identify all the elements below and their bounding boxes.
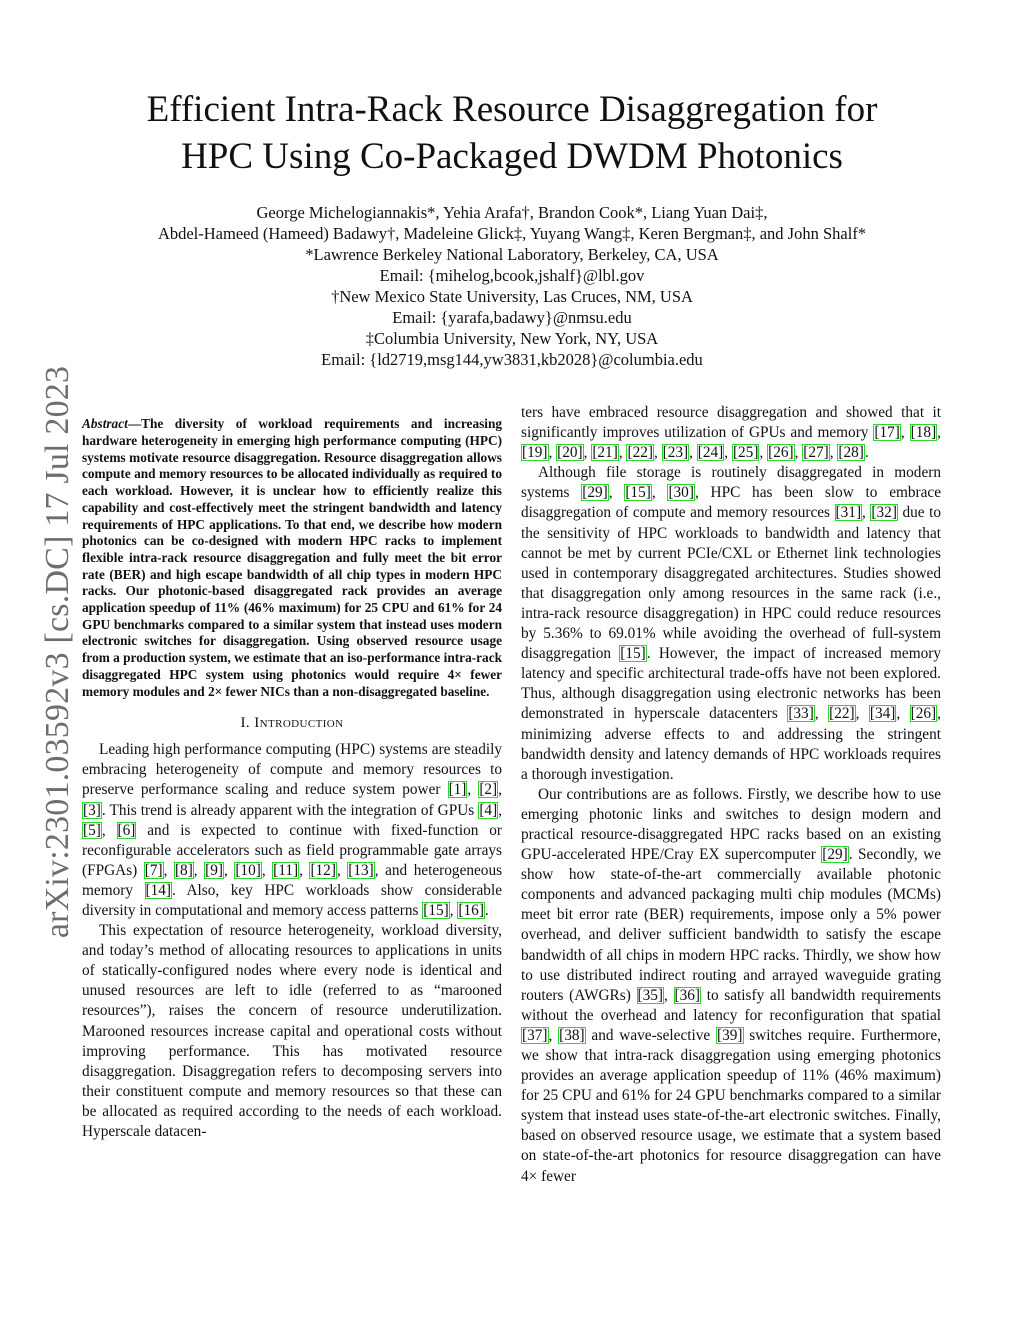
citation-link[interactable]: [15] [620,645,646,663]
author-line-2: Abdel-Hameed (Hameed) Badawy†, Madeleine Glick‡, Yuyang Wang‡, Keren Bergman‡, and John Shalf* [157,224,867,243]
citation-link[interactable]: [19] [522,444,548,462]
citation-link[interactable]: [17] [874,424,900,442]
citation-link[interactable]: [23] [662,444,689,462]
section-number: I. [240,715,251,732]
citation-link[interactable]: [2] [479,781,498,799]
email-nmsu: Email: {yarafa,badawy}@nmsu.edu [392,308,632,327]
citation-link[interactable]: [12] [310,861,336,879]
abstract-label: Abstract [82,416,128,432]
citation-link[interactable]: [33] [788,705,814,723]
abstract-text: —The diversity of workload requirements and increasing hardware heterogeneity in emerging high performance computing (HPC) systems motivate resource disaggregation. Resource disaggregation allows compute and memory resources to be allocated individually as required to each workload. However, it is unclear how to efficiently realize this capability and cost-effectively meet the stringent bandwidth and latency requirements of HPC applications. To that end, we describe how modern photonics can be co-designed with modern HPC racks to implement flexible intra-rack resource disaggregation and fully meet the bit error rate (BER) and high escape bandwidth of all chip types in modern HPC racks. Our photonic-based disaggregated rack provides an average application speedup of 11% (46% maximum) for 25 CPU and 61% for 24 GPU benchmarks compared to a similar system that instead uses modern electronic switches for disaggregation. Using observed resource usage from a production system, we estimate that an iso-performance intra-rack disaggregated HPC system using photonics would require 4× fewer memory modules and 2× fewer NICs than a non-disaggregated baseline. [82,416,502,699]
citation-link[interactable]: [32] [871,504,897,522]
intro-paragraph-3: ters have embraced resource disaggregation and showed that it significantly improves utilization of GPUs and memory [17], [18], [19], [20], [21], [22], [23], [24], [25], [26], [27], [28]. [521,404,941,462]
citation-link[interactable]: [9] [205,861,223,879]
citation-link[interactable]: [15] [423,902,449,919]
left-column [82,403,502,1142]
citation-link[interactable]: [18] [910,424,937,442]
citation-link[interactable]: [11] [273,861,299,879]
citation-link[interactable]: [27] [803,444,829,462]
citation-link[interactable]: [1] [448,781,467,799]
title-line-2: HPC Using Co-Packaged DWDM Photonics [181,136,843,177]
citation-link[interactable]: [4] [479,801,498,819]
citation-link[interactable]: [29] [822,846,848,864]
affiliation-nmsu: †New Mexico State University, Las Cruces, NM, USA [331,287,693,306]
citation-link[interactable]: [15] [625,484,651,502]
abstract [82,416,502,700]
citation-link[interactable]: [31] [835,504,862,522]
section-title: Introduction [254,715,344,732]
intro-paragraph-4: Although file storage is routinely disaggregated in modern systems [29], [15], [30], HPC has been slow to embrace disaggregation of compute and memory resources [31], [32] due to the sensitivity of HPC workloads to bandwidth and latency that cannot be met by current PCIe/CXL or Ethernet link technologies used in contemporary disaggregated architectures. Studies showed that disaggregation only among resources in the same rack (i.e., intra-rack resource disaggregation) in HPC could reduce resources by 5.36% to 69.01% while avoiding the overhead of full-system disaggregation [15]. However, the impact of increased memory latency and specific architectural trade-offs have not been explored. Thus, although disaggregation using electronic networks has been demonstrated in hyperscale datacenters [33], [22], [34], [26], minimizing adverse effects to and addressing the stringent bandwidth density and latency demands of HPC workloads requires a thorough investigation. [521,464,942,783]
citation-link[interactable]: [8] [174,861,193,879]
right-column [521,403,941,1187]
citation-link[interactable]: [35] [637,986,663,1004]
citation-link[interactable]: [6] [117,821,136,839]
affiliation-columbia: ‡Columbia University, New York, NY, USA [365,329,659,348]
citation-link[interactable]: [22] [627,444,653,462]
citation-link[interactable]: [39] [717,1026,743,1044]
title-line-1: Efficient Intra-Rack Resource Disaggregation for [146,89,878,130]
citation-link[interactable]: [14] [145,881,171,899]
citation-link[interactable]: [7] [144,861,163,879]
citation-link[interactable]: [30] [668,484,694,502]
citation-link[interactable]: [10] [235,861,261,879]
citation-link[interactable]: [29] [582,484,608,502]
email-lbnl: Email: {mihelog,bcook,jshalf}@lbl.gov [379,266,645,285]
citation-link[interactable]: [26] [768,444,794,462]
author-block [80,202,944,370]
citation-link[interactable]: [22] [829,705,855,723]
citation-link[interactable]: [20] [557,444,583,462]
paper-title [80,86,944,180]
citation-link[interactable]: [28] [838,444,864,462]
citation-link[interactable]: [25] [732,444,759,462]
citation-link[interactable]: [3] [83,801,101,819]
affiliation-lbnl: *Lawrence Berkeley National Laboratory, Berkeley, CA, USA [305,245,719,264]
citation-link[interactable]: [13] [348,861,374,879]
intro-paragraph-1: Leading high performance computing (HPC) systems are steadily embracing heterogeneity of compute and memory resources to preserve performance scaling and reduce system power [1], [2], [3]. This trend is already apparent with the integration of GPUs [4], [5], [6] and is expected to continue with fixed-function or reconfigurable accelerators such as field programmable gate arrays (FPGAs) [7], [8], [9], [10], [11], [12], [13], and heterogeneous memory [14]. Also, key HPC workloads show considerable diversity in computational and memory access patterns [15], [16]. [82,741,503,919]
citation-link[interactable]: [5] [83,821,101,839]
citation-link[interactable]: [26] [910,705,937,723]
intro-paragraph-5: Our contributions are as follows. Firstly, we describe how to use emerging photonic links and switches to design modern and practical resource-disaggregated HPC racks based on an existing GPU-accelerated HPE/Cray EX supercomputer [29]. Secondly, we show how state-of-the-art commercially available photonic components and advanced packaging multi chip modules (MCMs) meet bit error rate (BER) requirements, impose only a 5% power overhead, and deliver sufficient bandwidth to satisfy the escape bandwidth of all chips in modern HPC racks. Thirdly, we show how to use distributed indirect routing and arrayed waveguide grating routers (AWGRs) [35], [36] to satisfy all bandwidth requirements without the overhead and latency for reconfiguration that spatial [37], [38] and wave-selective [39] switches require. Furthermore, we show that intra-rack disaggregation using emerging photonics provides an average application speedup of 11% (46% maximum) for 25 CPU and 61% for 24 GPU benchmarks compared to a similar system that instead uses state-of-the-art electronic switches. Finally, based on observed resource usage, we estimate that a system based on state-of-the-art photonics for resource disaggregation can have 4× fewer [521,785,942,1185]
citation-link[interactable]: [21] [592,444,618,462]
section-heading-introduction [82,715,502,732]
citation-link[interactable]: [37] [522,1026,548,1044]
arxiv-stamp: arXiv:2301.03592v3 [cs.DC] 17 Jul 2023 [39,365,76,939]
citation-link[interactable]: [36] [674,986,701,1004]
email-columbia: Email: {ld2719,msg144,yw3831,kb2028}@columbia.edu [321,350,703,369]
author-line-1: George Michelogiannakis*, Yehia Arafa†, Brandon Cook*, Liang Yuan Dai‡, [256,203,768,222]
citation-link[interactable]: [38] [559,1026,585,1044]
intro-paragraph-2: This expectation of resource heterogeneity, workload diversity, and today’s method of allocating resources to applications in units of statically-configured nodes where every node is identical and unused resources are left to idle (referred to as “marooned resources”), raises the concern of resource underutilization. Marooned resources increase capital and operational costs without improving performance. This has motivated resource disaggregation. Disaggregation refers to decomposing servers into their constituent compute and memory resources so that these can be allocated as required according to the needs of each workload. Hyperscale datacen- [82,922,502,1141]
citation-link[interactable]: [24] [697,444,724,462]
citation-link[interactable]: [16] [458,902,484,919]
citation-link[interactable]: [34] [869,705,896,723]
